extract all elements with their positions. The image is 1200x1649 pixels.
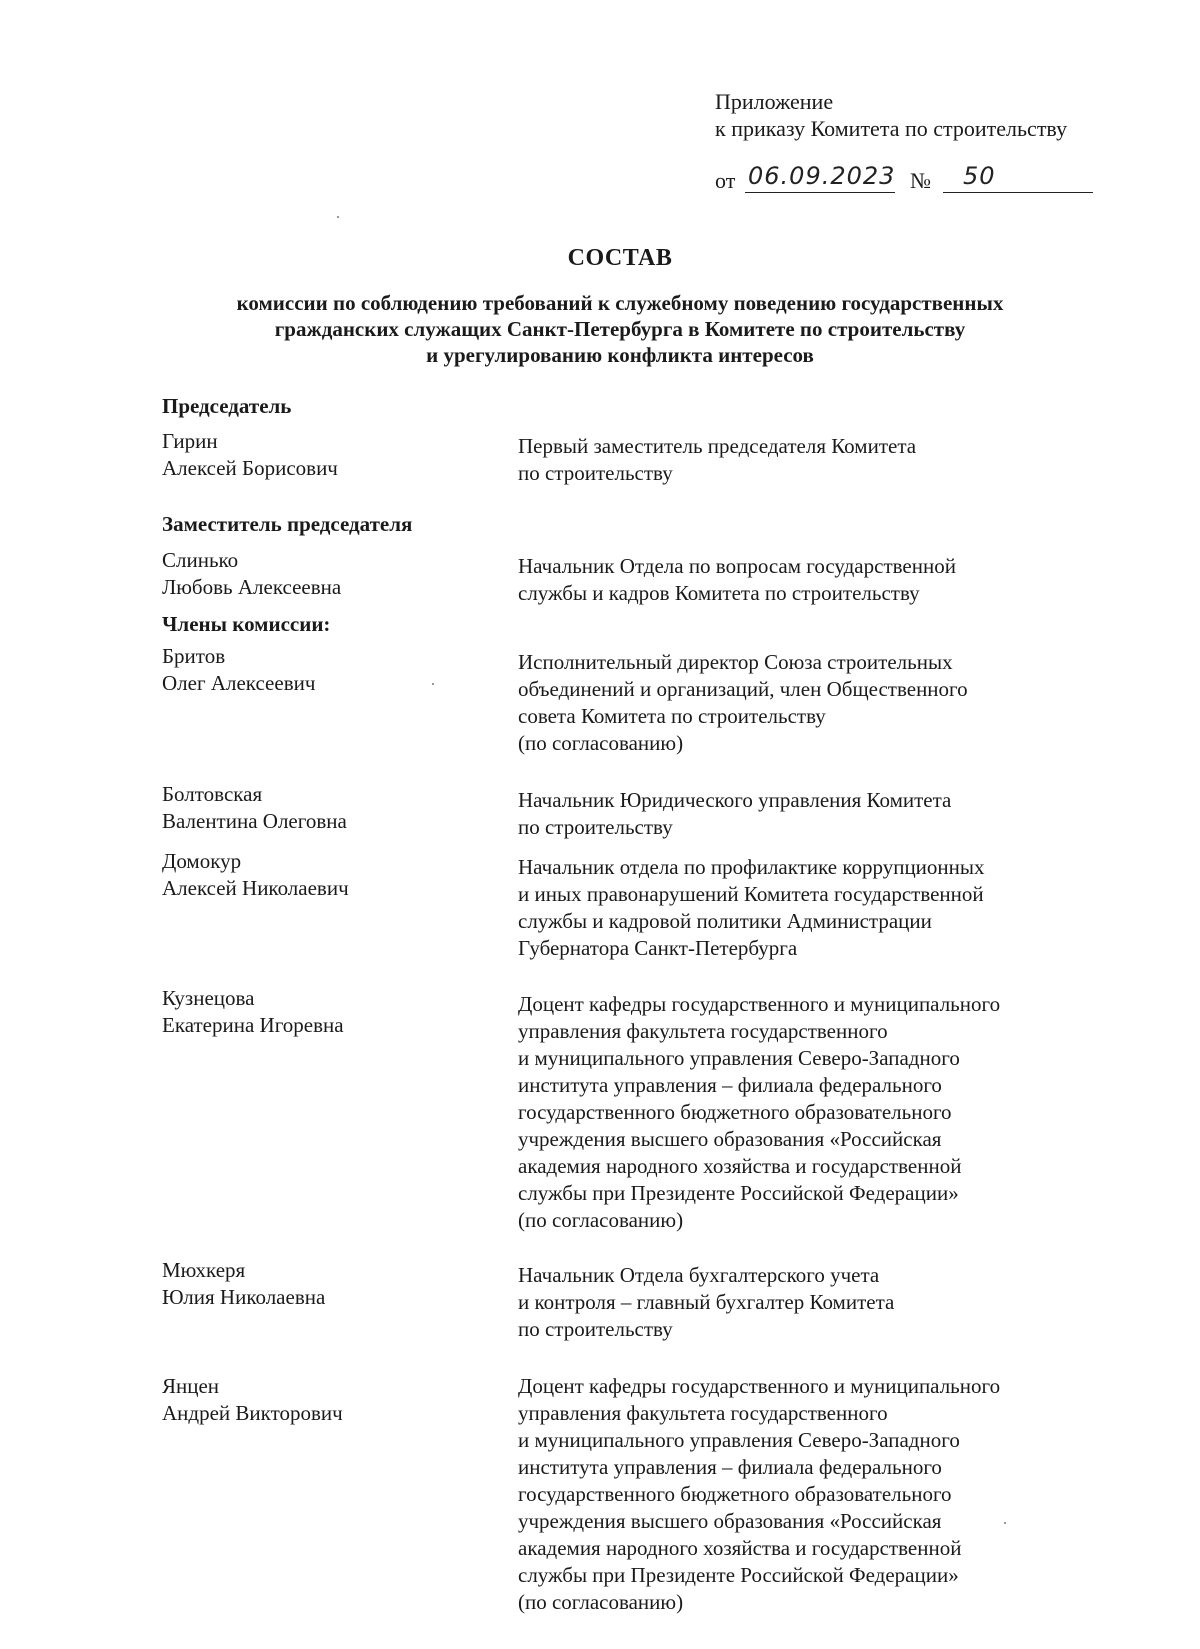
member-name [162,985,502,1039]
appendix-header [715,88,1067,142]
position-line: учреждения высшего образования «Российская [518,1127,942,1151]
position-line: Исполнительный директор Союза строительных [518,650,953,674]
number-underline [943,192,1093,193]
member-name [162,547,502,601]
scan-speck [337,216,339,218]
section-deputy: Заместитель председателя [162,512,413,536]
position-line: управления факультета государственного [518,1019,888,1043]
position-line: Губернатора Санкт-Петербурга [518,936,798,960]
document-title: СОСТАВ [567,245,673,271]
handwritten-date: 06.09.2023 [748,162,896,190]
member-given-names: Алексей Борисович [162,456,338,480]
member-given-names: Любовь Алексеевна [162,575,342,599]
member-surname: Домокур [162,849,242,873]
position-line: института управления – филиала федерального [518,1073,942,1097]
position-line: Первый заместитель председателя Комитета [518,434,917,458]
date-prefix: от [715,168,736,193]
position-line: службы при Президенте Российской Федерации» [518,1181,959,1205]
appendix-label: Приложение [715,89,834,114]
member-position [518,991,1078,1234]
member-given-names: Олег Алексеевич [162,671,316,695]
position-line: по строительству [518,815,673,839]
section-chairman: Председатель [162,394,292,418]
position-line: по строительству [518,461,673,485]
member-position [518,854,1078,962]
member-position [518,433,1078,487]
position-line: управления факультета государственного [518,1401,888,1425]
position-line: государственного бюджетного образовательного [518,1100,952,1124]
position-line: учреждения высшего образования «Российская [518,1509,942,1533]
position-line: Начальник Отдела по вопросам государственной [518,554,956,578]
section-members: Члены комиссии: [162,612,331,636]
position-line: службы при Президенте Российской Федерации» [518,1563,959,1587]
member-position [518,1262,1078,1343]
member-given-names: Екатерина Игоревна [162,1013,344,1037]
member-surname: Гирин [162,429,218,453]
position-line: государственного бюджетного образовательного [518,1482,952,1506]
position-line: и муниципального управления Северо-Западного [518,1428,960,1452]
member-given-names: Алексей Николаевич [162,876,349,900]
document-subtitle [140,290,1100,368]
position-line: Начальник отдела по профилактике коррупционных [518,855,985,879]
position-line: Доцент кафедры государственного и муниципального [518,1374,1001,1398]
position-line: института управления – филиала федерального [518,1455,942,1479]
subtitle-line: комиссии по соблюдению требований к служебному поведению государственных [236,291,1004,315]
member-position [518,553,1078,607]
member-name [162,1257,502,1311]
scan-speck [432,683,434,685]
member-name [162,643,502,697]
member-name [162,428,502,482]
member-surname: Болтовская [162,782,263,806]
member-given-names: Юлия Николаевна [162,1285,326,1309]
position-line: и контроля – главный бухгалтер Комитета [518,1290,895,1314]
position-line: объединений и организаций, член Общественного [518,677,968,701]
position-line: Начальник Юридического управления Комитета [518,788,952,812]
member-surname: Бритов [162,644,226,668]
position-line: службы и кадров Комитета по строительству [518,581,920,605]
date-underline [745,192,895,193]
member-given-names: Андрей Викторович [162,1401,343,1425]
member-position [518,1373,1078,1616]
position-line: Начальник Отдела бухгалтерского учета [518,1263,880,1287]
member-name [162,1373,502,1427]
position-line: Доцент кафедры государственного и муниципального [518,992,1001,1016]
position-line: академия народного хозяйства и государственной [518,1536,962,1560]
scan-speck [1004,1522,1006,1524]
member-name [162,848,502,902]
member-surname: Слинько [162,548,239,572]
subtitle-line: гражданских служащих Санкт-Петербурга в Комитете по строительству [274,317,966,341]
subtitle-line: и урегулированию конфликта интересов [426,343,814,367]
member-surname: Кузнецова [162,986,255,1010]
position-line: (по согласованию) [518,1208,684,1232]
position-line: по строительству [518,1317,673,1341]
handwritten-number: 50 [963,162,996,190]
member-position [518,649,1078,757]
appendix-order-ref: к приказу Комитета по строительству [715,116,1068,141]
position-line: и иных правонарушений Комитета государственной [518,882,984,906]
member-name [162,781,502,835]
member-given-names: Валентина Олеговна [162,809,347,833]
position-line: службы и кадровой политики Администрации [518,909,932,933]
position-line: (по согласованию) [518,1590,684,1614]
position-line: академия народного хозяйства и государственной [518,1154,962,1178]
number-prefix: № [910,168,931,193]
member-position [518,787,1078,841]
order-date-number [715,162,1095,198]
position-line: совета Комитета по строительству [518,704,826,728]
member-surname: Янцен [162,1374,220,1398]
position-line: и муниципального управления Северо-Западного [518,1046,960,1070]
member-surname: Мюхкеря [162,1258,246,1282]
position-line: (по согласованию) [518,731,684,755]
